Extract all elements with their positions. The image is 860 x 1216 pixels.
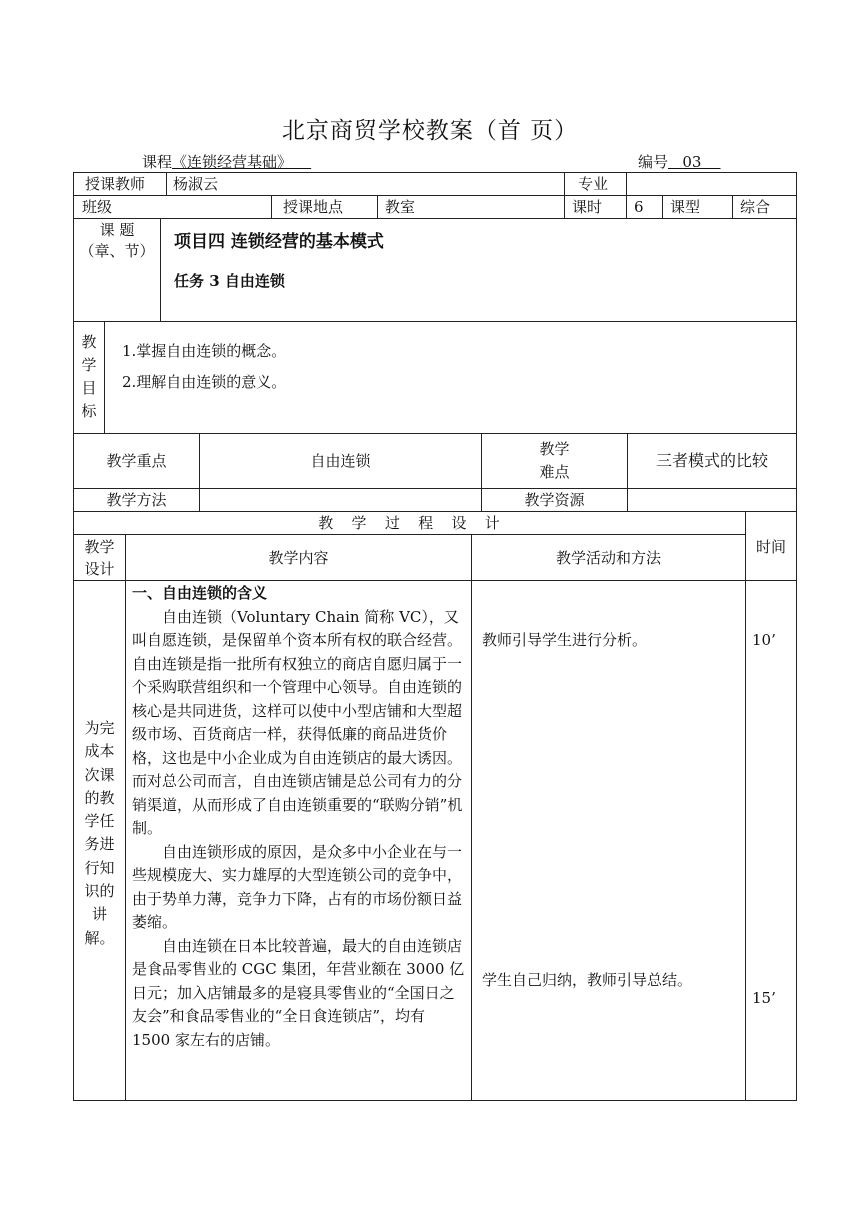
place-label: 授课地点 (283, 198, 344, 216)
hours-value: 6 (634, 198, 644, 216)
grid-line (160, 218, 161, 322)
grid-line (626, 172, 627, 196)
project-title: 项目四 连锁经营的基本模式 (174, 232, 384, 252)
grid-line (626, 195, 627, 219)
grid-line (73, 321, 797, 322)
grid-line (745, 511, 746, 1101)
content-paragraph: 自由连锁在日本比较普遍，最大的自由连锁店是食品零售业的 CGC 集团，年营业额在 3000 亿日元；加入店铺最多的是寝具零售业的“全国日之友会”和食品零售业的“全日食连锁店”，均有 1500 家左右的店铺。 (132, 936, 465, 1049)
number-label: 编号 (638, 153, 669, 171)
grid-line (73, 511, 797, 512)
resource-label: 教学资源 (524, 491, 585, 509)
teacher-label: 授课教师 (85, 175, 146, 193)
section-title: 一、自由连锁的含义 (132, 584, 268, 602)
major-label: 专业 (578, 175, 609, 193)
content-paragraph: 自由连锁（Voluntary Chain 简称 VC），又叫自愿连锁，是保留单个资本所有权的联合经营。自由连锁是指一批所有权独立的商店自愿归属于一个采购联营组织和一个管理中心领导。自由连锁的核心是共同进货，这样可以使中小型店铺和大型超级市场、百货商店一样，获得低廉的商品进货价格，这也是中小企业成为自由连锁店的最大诱因。而对总公司而言，自由连锁店铺是总公司有力的分销渠道，从而形成了自由连锁重要的“联购分销”机制。 (132, 607, 463, 837)
grid-line (73, 1100, 797, 1101)
design-label-1: 教学 (84, 538, 115, 556)
grid-line (564, 172, 565, 196)
difficulty-value: 三者模式的比较 (655, 451, 768, 470)
activity-text: 教师引导学生进行分析。 (482, 631, 648, 649)
type-value: 综合 (740, 198, 771, 216)
teacher-value: 杨淑云 (173, 175, 219, 193)
grid-line (73, 195, 797, 196)
grid-line (199, 433, 200, 512)
time-value: 15’ (752, 989, 776, 1007)
page-title: 北京商贸学校教案（首 页） (281, 118, 579, 144)
grid-line (471, 534, 472, 1101)
grid-line (125, 534, 126, 1101)
difficulty-label-2: 难点 (539, 463, 570, 481)
grid-line (564, 195, 565, 219)
course-line (142, 151, 311, 172)
activity-text: 学生自己归纳，教师引导总结。 (482, 971, 693, 989)
objectives-label: 教 学 目 标 (81, 333, 97, 420)
design-text: 为完 成本 次课 的教 学任 务进 行知 识的 讲 解。 (84, 719, 115, 947)
grid-line (377, 195, 378, 219)
time-value: 10’ (752, 631, 776, 649)
grid-line (73, 580, 797, 581)
content-label: 教学内容 (268, 549, 329, 567)
task-title: 任务 3 自由连锁 (174, 272, 285, 290)
grid-line (73, 218, 797, 219)
content-paragraph: 自由连锁形成的原因，是众多中小企业在与一些规模庞大、实力雄厚的大型连锁公司的竞争中，由于势单力薄，竞争力下降，占有的市场份额日益萎缩。 (132, 842, 463, 931)
time-label: 时间 (755, 538, 786, 556)
grid-line (627, 433, 628, 512)
objective-item: 2.理解自由连锁的意义。 (122, 373, 287, 391)
method-label: 教学方法 (106, 491, 167, 509)
focus-value: 自由连锁 (310, 452, 371, 470)
process-header: 教 学 过 程 设 计 (318, 514, 501, 532)
number-line (638, 151, 721, 172)
grid-line (73, 433, 797, 434)
grid-line (73, 172, 74, 1101)
topic-label-line2: （章、节） (79, 242, 155, 260)
grid-line (73, 172, 797, 173)
type-label: 课型 (670, 198, 701, 216)
hours-label: 课时 (572, 198, 603, 216)
grid-line (73, 534, 745, 535)
grid-line (732, 195, 733, 219)
course-value: 《连锁经营基础》 (172, 153, 293, 171)
grid-line (796, 172, 797, 1101)
difficulty-label-1: 教学 (539, 440, 570, 458)
grid-line (73, 488, 797, 489)
place-value: 教室 (385, 198, 416, 216)
activity-label: 教学活动和方法 (555, 549, 661, 567)
number-value: 03 (682, 153, 702, 171)
design-label-2: 设计 (84, 560, 115, 578)
topic-label-line1: 课 题 (99, 221, 135, 239)
grid-line (166, 172, 167, 196)
class-label: 班级 (82, 198, 113, 216)
course-label: 课程 (142, 153, 173, 171)
objective-item: 1.掌握自由连锁的概念。 (122, 342, 287, 360)
grid-line (104, 321, 105, 434)
grid-line (662, 195, 663, 219)
content-body (132, 582, 466, 1052)
grid-line (271, 195, 272, 219)
focus-label: 教学重点 (106, 452, 167, 470)
